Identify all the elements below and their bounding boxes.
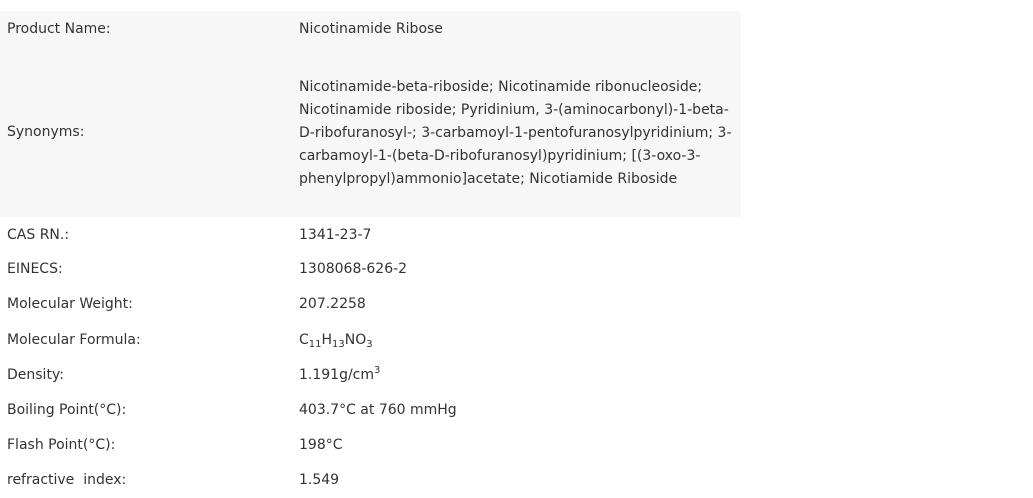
density-exponent: 3 — [374, 365, 381, 376]
cas-value: 1341-23-7 — [299, 226, 372, 243]
formula-hydrogen: H — [321, 331, 333, 348]
molecular-weight-value: 207.2258 — [299, 295, 366, 312]
synonyms-line: D-ribofuranosyl-; 3-carbamoyl-1-pentofuranosylpyridinium; 3- — [299, 124, 732, 141]
refractive-index-label: refractive index: — [7, 472, 127, 488]
density-value — [299, 364, 741, 387]
synonyms-value — [299, 74, 741, 191]
einecs-label: EINECS: — [7, 261, 63, 277]
molecular-formula-value — [299, 329, 741, 352]
refractive-index-value: 1.549 — [299, 472, 340, 488]
formula-no: NO — [344, 331, 367, 348]
product-name-value: Nicotinamide Ribose — [299, 20, 443, 37]
density-number: 1.191g/cm — [299, 367, 375, 383]
cas-row — [0, 217, 741, 253]
flash-point-label: Flash Point(°C): — [7, 437, 116, 453]
molecular-formula-row — [0, 322, 741, 358]
formula-hydrogen-count: 13 — [332, 338, 345, 350]
synonyms-line: Nicotinamide riboside; Pyridinium, 3-(aminocarbonyl)-1-beta- — [299, 101, 729, 118]
boiling-point-row — [0, 393, 741, 428]
synonyms-line: Nicotinamide-beta-riboside; Nicotinamide ribonucleoside; — [299, 78, 703, 95]
density-row — [0, 358, 741, 393]
molecular-weight-row — [0, 286, 741, 322]
flash-point-row — [0, 428, 741, 463]
formula-carbon-count: 11 — [308, 338, 322, 350]
refractive-index-row — [0, 463, 741, 498]
product-name-label: Product Name: — [7, 20, 111, 37]
boiling-point-value: 403.7°C at 760 mmHg — [299, 402, 457, 418]
einecs-value: 1308068-626-2 — [299, 261, 408, 277]
boiling-point-label: Boiling Point(°C): — [7, 402, 127, 418]
formula-carbon: C — [299, 331, 309, 348]
flash-point-value: 198°C — [299, 437, 343, 453]
density-label: Density: — [7, 367, 64, 383]
product-properties-table — [0, 11, 741, 498]
einecs-row — [0, 253, 741, 286]
synonyms-row — [0, 47, 741, 217]
product-name-row — [0, 11, 741, 47]
cas-label: CAS RN.: — [7, 226, 70, 243]
molecular-formula-label: Molecular Formula: — [7, 331, 141, 348]
synonyms-line: phenylpropyl)ammonio]acetate; Nicotiamide Riboside — [299, 170, 678, 187]
molecular-weight-label: Molecular Weight: — [7, 295, 133, 312]
synonyms-line: carbamoyl-1-(beta-D-ribofuranosyl)pyridinium; [(3-oxo-3- — [299, 147, 701, 164]
synonyms-label: Synonyms: — [7, 123, 85, 140]
formula-oxygen-count: 3 — [366, 338, 373, 350]
